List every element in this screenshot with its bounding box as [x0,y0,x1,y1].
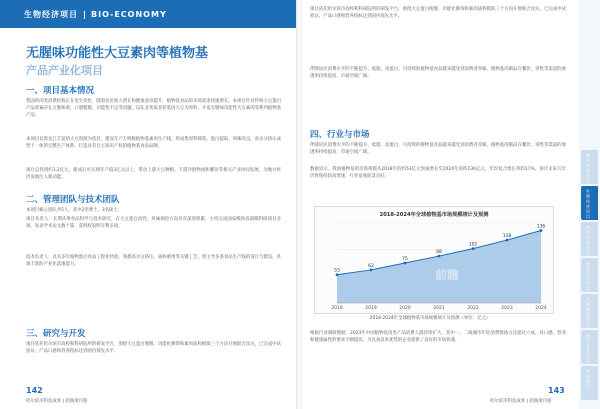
chart-data-label: 62 [368,263,374,269]
chart-data-label: 102 [468,242,478,248]
section-heading-market: 四、行业与市场 [310,130,370,140]
section-heading-basic-info: 一、项目基本情况 [26,86,95,96]
page-number-right: 143 [548,386,565,395]
chart-plot [315,207,553,313]
paragraph: 根据行业调研数据，2023年中国植物基肉类产品消费人群持续扩大，其中一、二线城市年轻消费群体占比超过六成，对口感、营养和健康属性的要求不断提高，为具备技术优势的企业提供了良好的市场机遇。 [310,331,566,344]
side-tab-label: 生物经济项目 [586,189,590,219]
chart-data-label: 118 [502,234,512,240]
side-tab-label: 先进制造项目 [586,297,590,327]
paragraph: 项目依托哈尔滨市高校和科研院所的研发平台，围绕大豆蛋白脱腥、功能化修饰和素肉质构模拟三个方向开展联合攻关，已完成中试验证，产品口感和营养指标达到国内领先水平。 [26,342,281,355]
side-tab-5[interactable] [581,330,598,364]
chart-caption: 2018-2024年全球植物基市场规模统计及预测（单位：亿元） [369,316,491,321]
chart-data-label: 75 [402,257,408,262]
side-tab-2[interactable] [581,222,598,256]
page-number-left: 142 [26,386,43,395]
side-tab-strip [579,0,600,409]
chart-watermark: 前瞻 [434,268,460,282]
chart-x-tick-label: 2018 [331,306,343,311]
side-tab-3[interactable] [581,258,598,292]
chart-x-tick-label: 2024 [535,306,547,311]
paragraph: 项目总投资约1.2亿元，建成后可实现年产值3亿元以上，带动上游大豆种植、下游冷链物流和餐饮等相关产业协同发展，为地方经济发展注入新动能。 [26,168,281,181]
chart-data-point [336,273,339,276]
paragraph: 项目依托哈尔滨市高校和科研院所的研发平台，围绕大豆蛋白脱腥、功能化修饰和素肉质构模拟三个方向开展联合攻关，已完成中试验证，产品口感和营养指标达到国内领先水平。 [310,7,566,20]
article-subtitle: 产品产业化项目 [26,64,103,77]
section-heading-team: 二、管理团队与技术团队 [26,195,120,205]
category-en: BIO-ECONOMY [91,10,167,19]
paragraph: 本项目以黑龙江丰富的大豆资源为依托，建设年产万吨级植物基素肉生产线，形成集原料筛选、蛋白提取、风味改良、高水分挤压成型于一体的完整生产体系，打造具有自主知识产权的植物基食品品牌。 [26,137,281,150]
side-tab-6[interactable] [581,366,598,400]
chart-data-label: 53 [334,268,340,274]
chart-data-point [540,229,543,232]
paragraph: 伴随居民消费水平的不断提升，低脂、高蛋白、可持续的植物基食品越来越受到消费者青睐，植物基肉制品在餐饮、零售等渠道的渗透率持续提高，市场空间广阔。 [310,143,566,156]
side-tab-4[interactable] [581,294,598,328]
chart-data-point [370,269,373,272]
chart-data-point [506,239,509,242]
side-tab-label: 创意设计项目 [586,261,590,291]
page-gutter [296,0,302,409]
paragraph: 技术负责人：具有多年植物蛋白食品工程化经验，熟悉高水分挤压、质构重组等关键工艺，曾主导多条食品生产线的设计与建设，具备丰富的产业化落地能力。 [26,255,281,268]
chart-data-point [438,255,441,258]
side-tab-0[interactable] [581,150,598,184]
side-tab-label: 冰雪经济项目 [586,225,590,255]
chart-title: 2018-2024年全球植物基市场规模统计及预测 [379,212,489,218]
paragraph: 我国的肉类消费结构正在发生变化，随着居民收入增长和健康意识提升，植物基食品的市场需求快速增长。本项目针对传统大豆蛋白产品普遍存在豆腥味重、口感粗糙、功能性不足等问题，以东北优质非转基因大豆为原料，开发无腥味功能性大豆素肉等系列植物基产品。 [26,99,281,119]
section-heading-rnd: 三、研究与开发 [26,329,86,339]
article-title: 无腥味功能性大豆素肉等植物基 [26,46,209,61]
chart-x-tick-label: 2019 [365,306,377,311]
paragraph: 本项目核心团队共5人，其中2名博士、3名硕士。 [26,208,123,213]
chart-x-tick-label: 2020 [399,306,411,311]
section-category [24,9,167,20]
category-divider [84,11,85,19]
chart-data-point [404,262,407,265]
paragraph: 数据显示，我国植物基肉市场规模从2018年的约53亿元快速增长至2024年的约136亿元，年均复合增长率约17%，预计未来几年仍将保持较高增速，行业发展前景良好。 [310,167,566,180]
chart-data-label: 136 [536,224,546,230]
market-size-chart [314,206,554,314]
side-tab-label: 现代农业项目 [586,333,590,363]
category-cn: 生物经济项目 [24,10,78,19]
chart-data-point [472,247,475,250]
chart-data-label: 88 [436,250,442,256]
paragraph: 项目负责人：长期从事食品科学与技术研究，在大豆蛋白改性、风味调控方向具有深厚积累，主持完成国家级和省部级科研项目多项，发表学术论文数十篇，获授权发明专利多项。 [26,217,281,230]
paragraph: 伴随居民消费水平的不断提升，低脂、高蛋白、可持续的植物基食品越来越受到消费者青睐，植物基肉制品在餐饮、零售等渠道的渗透率持续提高，市场空间广阔。 [310,67,566,80]
chart-x-tick-label: 2021 [433,306,445,311]
side-tab-label: 数字经济项目 [586,153,590,183]
chart-x-tick-label: 2023 [501,306,513,311]
chart-x-tick-label: 2022 [467,306,479,311]
footer-text-right: 哈尔滨市科技成果 | 招商项目册 [490,399,552,404]
side-tab-1[interactable] [581,186,598,220]
footer-text-left: 哈尔滨市科技成果 | 招商项目册 [26,399,88,404]
side-tab-label: 其他项目 [586,369,590,389]
